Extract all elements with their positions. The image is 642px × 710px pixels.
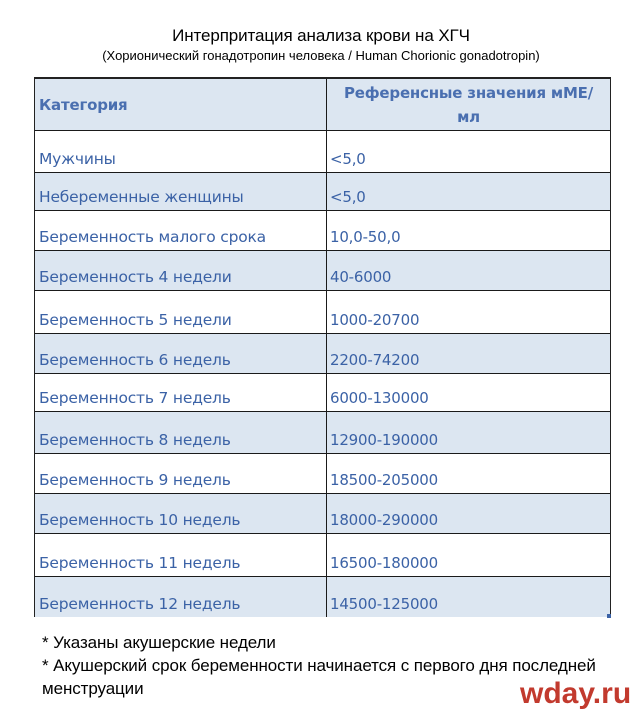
footnotes	[42, 631, 602, 700]
page-subtitle: (Хорионический гонадотропин человека / Human Chorionic gonadotropin)	[102, 48, 540, 63]
row-value: <5,0	[330, 188, 366, 206]
row-value: 18500-205000	[330, 471, 438, 489]
row-category: Беременность 9 недель	[35, 454, 327, 493]
table-row	[35, 131, 610, 173]
row-category: Беременность 5 недели	[35, 291, 327, 333]
table-row	[35, 211, 610, 251]
hcg-reference-table	[34, 77, 611, 617]
row-category: Небеременные женщины	[35, 173, 327, 210]
row-value: 1000-20700	[330, 311, 420, 329]
table-row	[35, 251, 610, 291]
page-title: Интерпритация анализа крови на ХГЧ	[172, 26, 470, 45]
row-value: 6000-130000	[330, 389, 429, 407]
table-row	[35, 334, 610, 374]
row-category: Беременность 10 недель	[35, 494, 327, 533]
row-value: 12900-190000	[330, 431, 438, 449]
row-category: Мужчины	[35, 131, 327, 172]
table-row	[35, 534, 610, 577]
row-category: Беременность 4 недели	[35, 251, 327, 290]
table-row	[35, 412, 610, 454]
row-value: 16500-180000	[330, 554, 438, 572]
row-category: Беременность 8 недель	[35, 412, 327, 453]
row-value: 40-6000	[330, 268, 392, 286]
row-category: Беременность 12 недель	[35, 577, 327, 617]
row-category: Беременность 6 недель	[35, 334, 327, 373]
header-reference: Референсные значения мМЕ/мл	[343, 83, 594, 126]
table-row	[35, 374, 610, 412]
resize-corner-mark	[607, 614, 611, 618]
row-category: Беременность 11 недель	[35, 534, 327, 576]
row-category: Беременность 7 недель	[35, 374, 327, 411]
table-row	[35, 173, 610, 211]
watermark-logo: wday.ru	[520, 677, 632, 710]
row-value: 14500-125000	[330, 595, 438, 613]
row-value: 2200-74200	[330, 351, 420, 369]
row-value: 18000-290000	[330, 511, 438, 529]
row-value: <5,0	[330, 150, 366, 168]
footnote: * Акушерский срок беременности начинается с первого дня последней менструации	[42, 656, 596, 698]
table-row	[35, 494, 610, 534]
table-header-row	[35, 79, 610, 131]
row-category: Беременность малого срока	[35, 211, 327, 250]
footnote: * Указаны акушерские недели	[42, 633, 276, 652]
header-category: Категория	[35, 79, 327, 130]
table-row	[35, 454, 610, 494]
table-row	[35, 577, 610, 617]
table-row	[35, 291, 610, 334]
row-value: 10,0-50,0	[330, 228, 401, 246]
